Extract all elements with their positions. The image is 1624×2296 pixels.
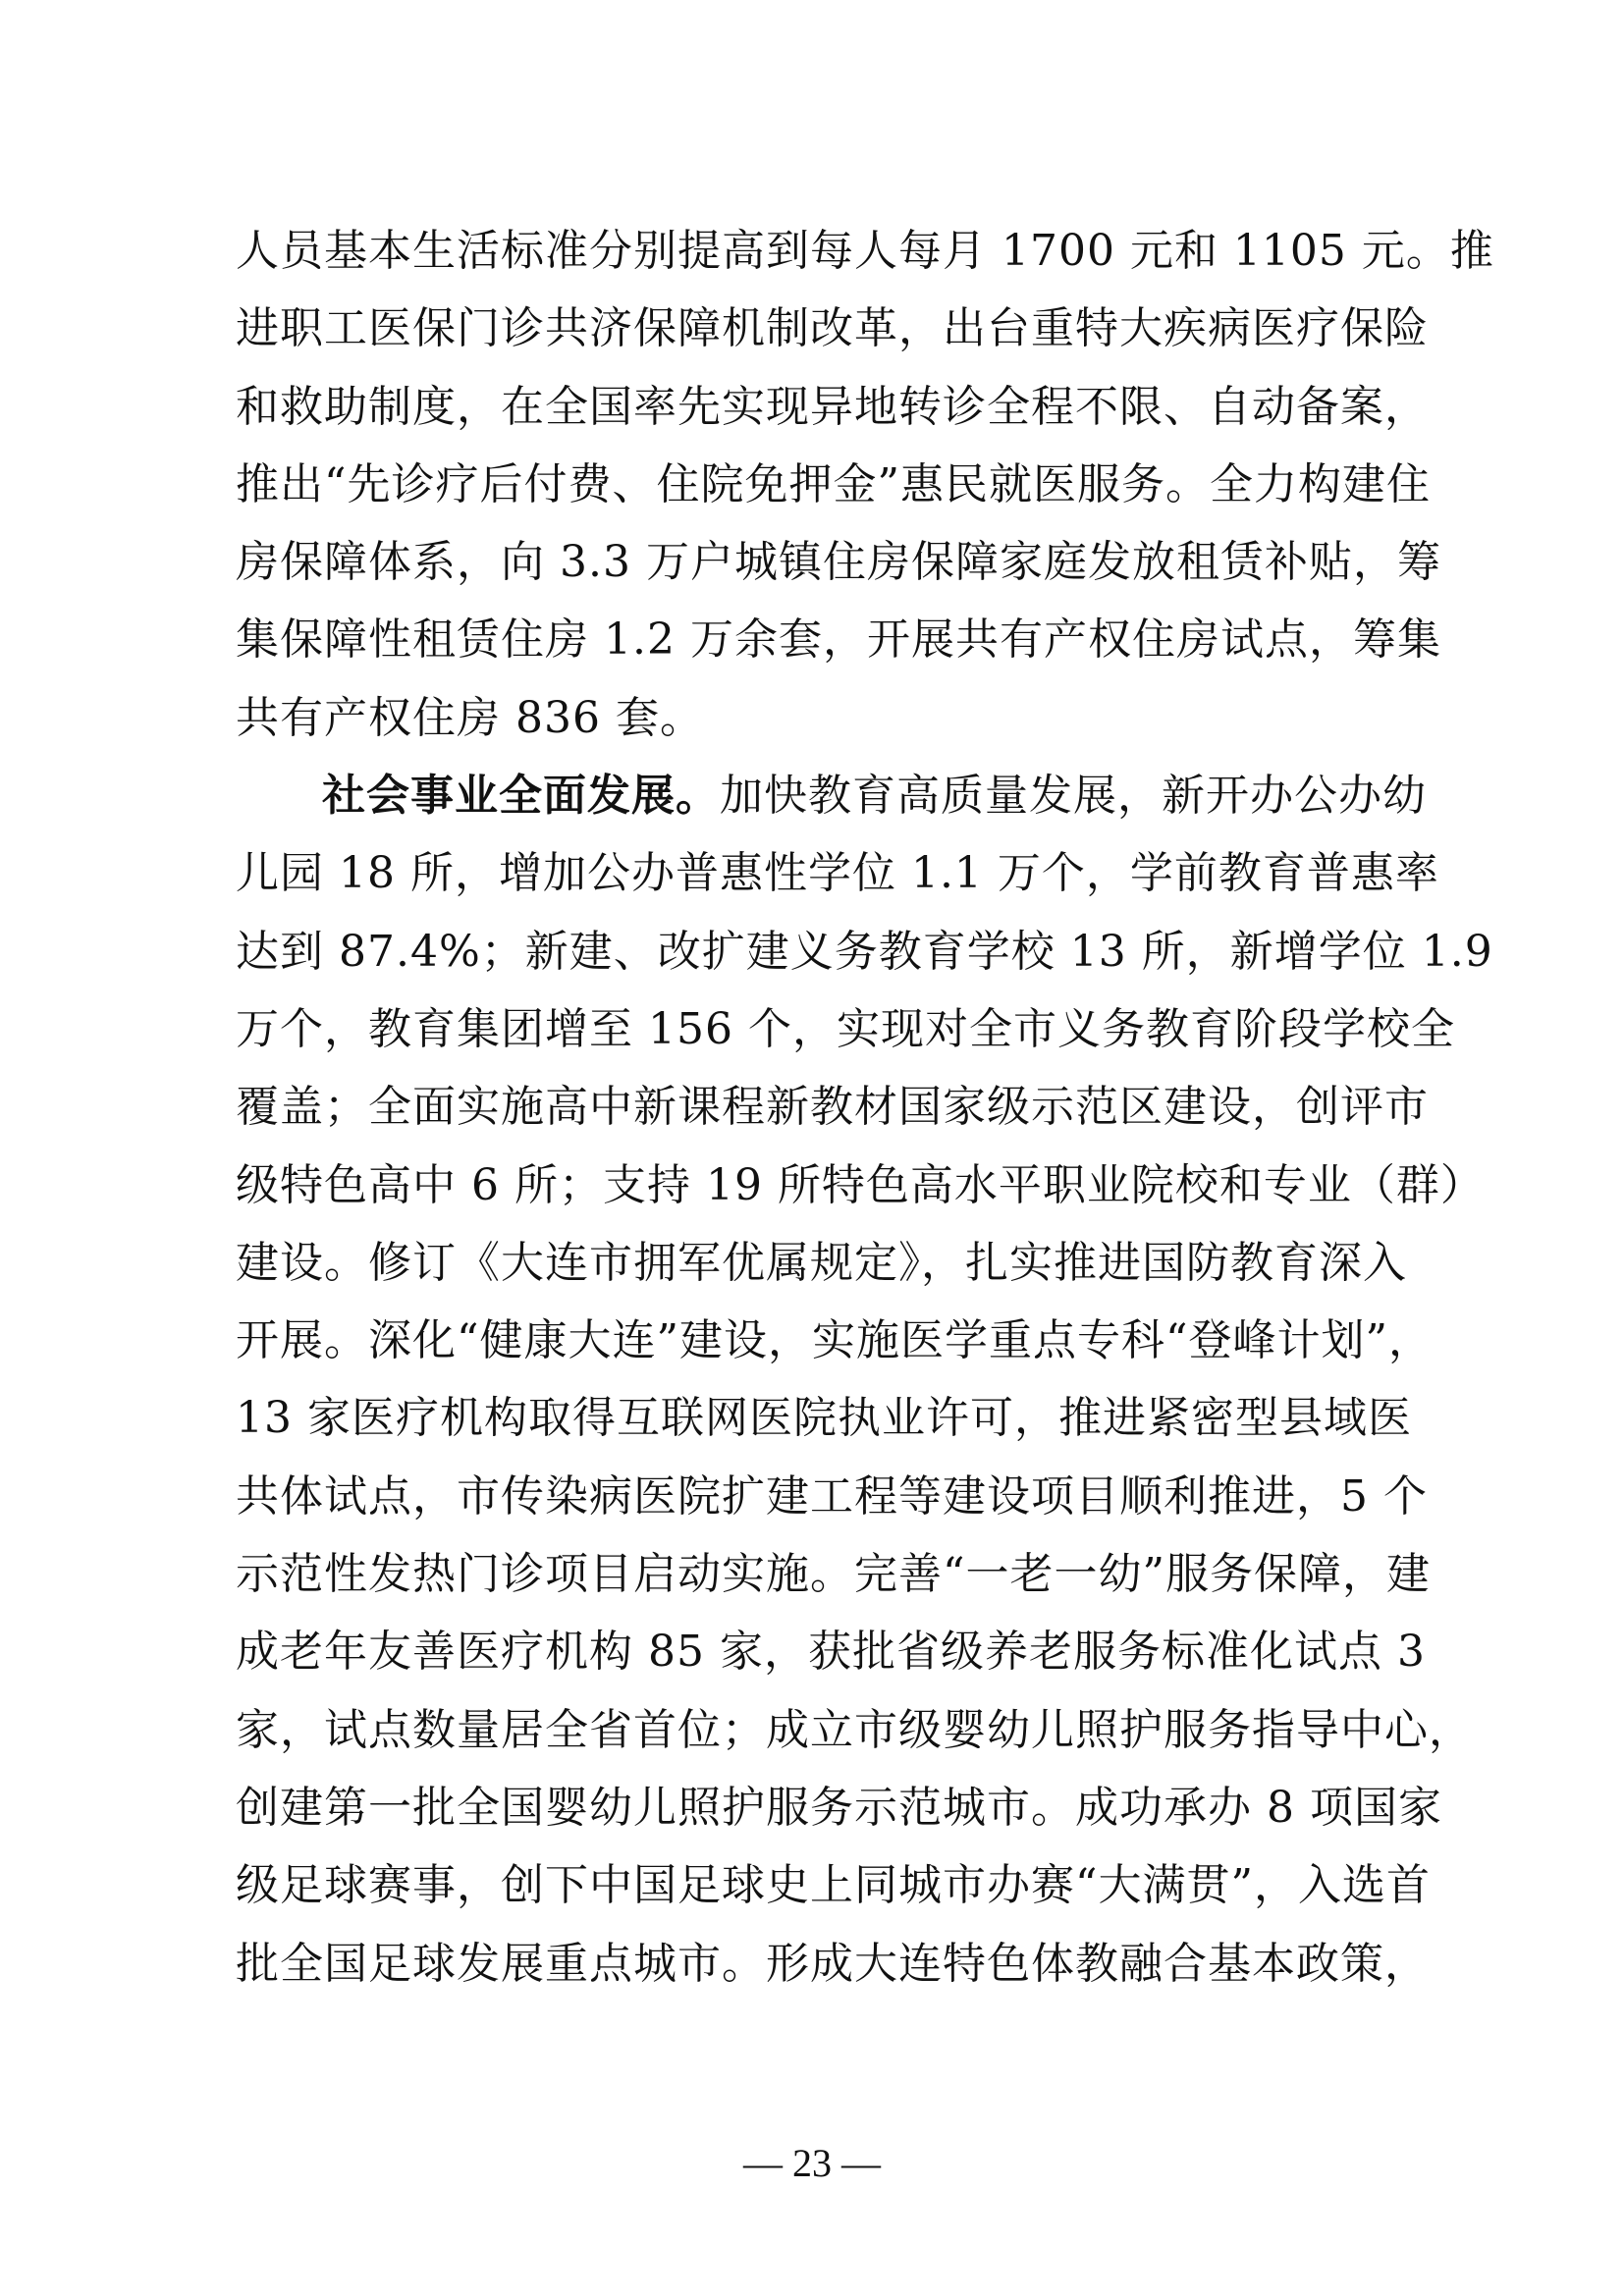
- text-line: 级足球赛事，创下中国足球史上同城市办赛“大满贯”，入选首: [236, 1860, 1431, 1911]
- text-line: 推出“先诊疗后付费、住院免押金”惠民就医服务。全力构建住: [236, 458, 1431, 509]
- text-line: 开展。深化“健康大连”建设，实施医学重点专科“登峰计划”，: [236, 1315, 1433, 1366]
- text-line: 级特色高中 6 所；支持 19 所特色高水平职业院校和专业（群）: [236, 1159, 1485, 1210]
- text-line: 房保障体系，向 3.3 万户城镇住房保障家庭发放租赁补贴，筹: [236, 537, 1441, 588]
- paragraph-first-line: [236, 757, 1427, 834]
- text-line: 共体试点，市传染病医院扩建工程等建设项目顺利推进，5 个: [236, 1470, 1428, 1522]
- text-line: 创建第一批全国婴幼儿照护服务示范城市。成功承办 8 项国家: [236, 1782, 1442, 1833]
- text-line: 建设。修订《大连市拥军优属规定》，扎实推进国防教育深入: [236, 1237, 1407, 1288]
- text-line: 集保障性租赁住房 1.2 万余套，开展共有产权住房试点，筹集: [236, 614, 1441, 666]
- text-line: 批全国足球发展重点城市。形成大连特色体教融合基本政策，: [236, 1938, 1429, 1989]
- text-line: 人员基本生活标准分别提高到每人每月 1700 元和 1105 元。推: [236, 226, 1494, 276]
- text-line: 进职工医保门诊共济保障机制改革，出台重特大疾病医疗保险: [236, 303, 1429, 354]
- text-line: 儿园 18 所，增加公办普惠性学位 1.1 万个，学前教育普惠率: [236, 848, 1439, 899]
- page-number: — 23 —: [743, 2141, 881, 2185]
- text-line: 和救助制度，在全国率先实现异地转诊全程不限、自动备案，: [236, 381, 1429, 432]
- paragraph-heading: 社会事业全面发展。: [322, 771, 720, 822]
- body-text: [236, 212, 1494, 2002]
- text-line: 共有产权住房 836 套。: [236, 692, 704, 743]
- text-run: 加快教育高质量发展，新开办公办幼: [720, 771, 1427, 822]
- text-line: 13 家医疗机构取得互联网医院执业许可，推进紧密型县域医: [236, 1393, 1412, 1444]
- text-line: 示范性发热门诊项目启动实施。完善“一老一幼”服务保障，建: [236, 1549, 1431, 1600]
- text-line: 达到 87.4%；新建、改扩建义务教育学校 13 所，新增学位 1.9: [236, 926, 1493, 977]
- text-line: 覆盖；全面实施高中新课程新教材国家级示范区建设，创评市: [236, 1082, 1429, 1133]
- text-line: 成老年友善医疗机构 85 家，获批省级养老服务标准化试点 3: [236, 1627, 1426, 1678]
- text-line: 万个，教育集团增至 156 个，实现对全市义务教育阶段学校全: [236, 1003, 1455, 1054]
- text-line: 家，试点数量居全省首位；成立市级婴幼儿照护服务指导中心，: [236, 1704, 1473, 1755]
